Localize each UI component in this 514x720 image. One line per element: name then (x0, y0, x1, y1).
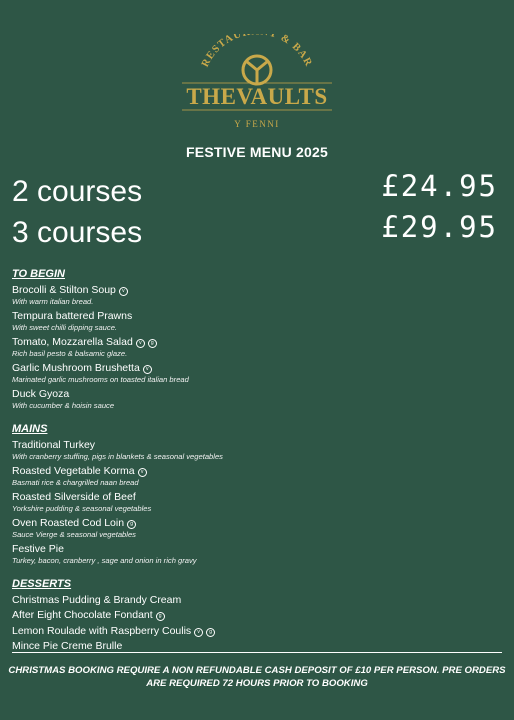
menu-item-name: Roasted Vegetable Korma v (12, 465, 502, 478)
logo-town: Y FENNI (234, 119, 280, 129)
menu-item-description: Sauce Vierge & seasonal vegetables (12, 530, 136, 539)
course-price: £24.95 (381, 169, 498, 203)
section-to-begin (12, 267, 502, 411)
menu-item (12, 517, 502, 540)
section-heading: TO BEGIN (12, 268, 65, 280)
vegetarian-badge-icon: v (194, 628, 203, 637)
menu-item (12, 439, 502, 462)
menu-item-description: With cucumber & hoisin sauce (12, 401, 115, 410)
menu-item-name: Mince Pie Creme Brulle (12, 640, 123, 652)
gluten-free-badge-icon: g (148, 339, 157, 348)
menu-item (12, 491, 502, 514)
gluten-free-badge-icon: g (206, 628, 215, 637)
menu-item-name: Christmas Pudding & Brandy Cream (12, 593, 182, 606)
vegetarian-badge-icon: v (136, 339, 145, 348)
section-heading: DESSERTS (12, 578, 72, 590)
menu-item-name: Roasted Silverside of Beef (12, 491, 136, 503)
menu-item-name: Tempura battered Prawns (12, 310, 133, 322)
menu-item (12, 625, 502, 638)
divider (12, 652, 502, 653)
vegetarian-badge-icon: v (119, 287, 128, 296)
menu-item-description: With cranberry stuffing, pigs in blankets & seasonal vegetables (12, 452, 223, 461)
menu-item (12, 362, 502, 385)
menu-item-name: Traditional Turkey (12, 439, 96, 451)
restaurant-logo (176, 34, 338, 134)
course-label: 2 courses (12, 175, 143, 208)
menu-item (12, 284, 502, 307)
vegetarian-badge-icon: v (138, 468, 147, 477)
menu-item (12, 543, 502, 566)
menu-item-description: Rich basil pesto & balsamic glaze. (12, 349, 128, 358)
steering-wheel-icon (243, 56, 271, 84)
menu-item-name: Duck Gyoza (12, 388, 70, 400)
course-label: 3 courses (12, 216, 143, 249)
menu-item-name: Garlic Mushroom Brushetta v (12, 362, 502, 375)
menu-item-description: With sweet chilli dipping sauce. (12, 323, 118, 332)
menu-item-name: Oven Roasted Cod Loin g (12, 517, 502, 530)
menu-item-description: Turkey, bacon, cranberry , sage and onion in rich gravy (12, 556, 197, 565)
menu-item-description: Basmati rice & chargrilled naan bread (12, 478, 139, 487)
vegetarian-badge-icon: v (143, 365, 152, 374)
menu-item (12, 609, 502, 622)
booking-notice: CHRISTMAS BOOKING REQUIRE A NON REFUNDABLE CASH DEPOSIT OF £10 PER PERSON. PRE ORDERS ARE REQUIRED 72 HOURS PRIOR TO BOOKING (8, 665, 506, 689)
section-mains (12, 422, 502, 566)
menu-item (12, 465, 502, 488)
section-desserts (12, 577, 502, 653)
menu-item (12, 336, 502, 359)
menu-item-name: After Eight Chocolate Fondant g (12, 609, 502, 622)
logo-name: THEVAULTS (186, 84, 328, 109)
menu-item-name: Tomato, Mozzarella Salad v g (12, 336, 502, 349)
gluten-free-badge-icon: g (127, 520, 136, 529)
menu-item-description: Marinated garlic mushrooms on toasted italian bread (12, 375, 189, 384)
gluten-free-badge-icon: g (156, 612, 165, 621)
menu-item-description: Yorkshire pudding & seasonal vegetables (12, 504, 152, 513)
logo-arc-text: RESTAU T & BAR (199, 34, 315, 69)
menu-title: FESTIVE MENU 2025 (186, 144, 328, 160)
course-price: £29.95 (381, 210, 498, 244)
menu-item (12, 594, 502, 607)
price-row-3-courses (12, 210, 502, 255)
menu-item-name: Brocolli & Stilton Soup v (12, 284, 502, 297)
menu-item (12, 388, 502, 411)
menu-item-name: Lemon Roulade with Raspberry Coulis v g (12, 625, 502, 638)
price-row-2-courses (12, 169, 502, 214)
section-heading: MAINS (12, 423, 48, 435)
menu-item-name: Festive Pie (12, 543, 64, 555)
menu-item-description: With warm italian bread. (12, 297, 94, 306)
menu-item (12, 310, 502, 333)
